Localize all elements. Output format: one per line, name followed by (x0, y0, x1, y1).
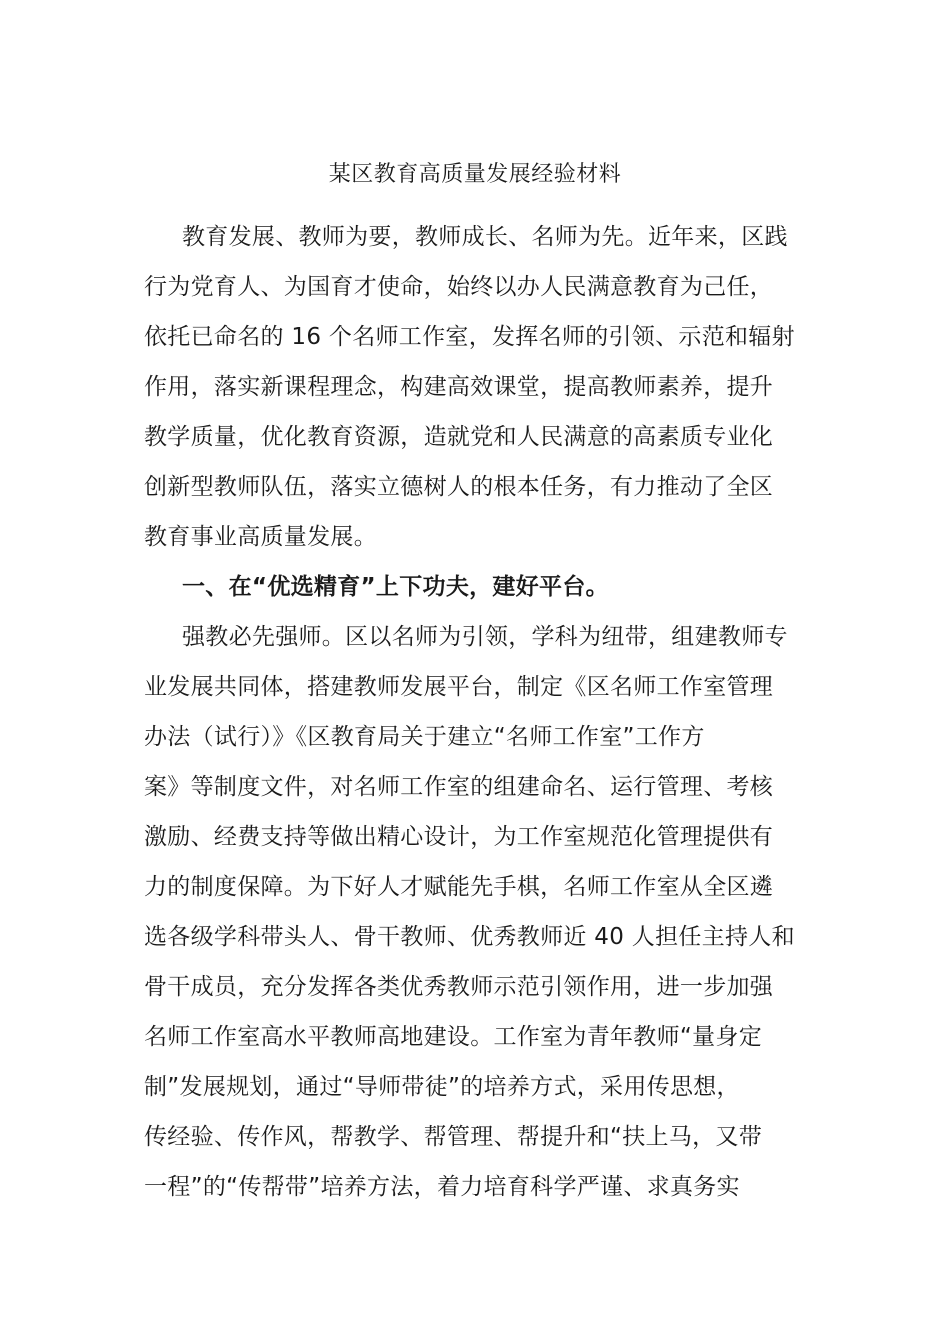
paragraph-line: 激励、经费支持等做出精心设计，为工作室规范化管理提供有 (144, 824, 774, 850)
paragraph-line: 骨干成员，充分发挥各类优秀教师示范引领作用，进一步加强 (144, 974, 774, 1000)
paragraph-line: 办法（试行）》《区教育局关于建立“名师工作室”工作方 (144, 724, 705, 750)
paragraph-line: 力的制度保障。为下好人才赋能先手棋，名师工作室从全区遴 (144, 874, 774, 900)
paragraph-line: 教育发展、教师为要，教师成长、名师为先。近年来，区践 (182, 224, 788, 250)
paragraph-line: 一程”的“传帮带”培养方法，着力培育科学严谨、求真务实 (144, 1174, 740, 1200)
paragraph-line: 作用，落实新课程理念，构建高效课堂，提高教师素养，提升 (144, 374, 774, 400)
paragraph-line: 教育事业高质量发展。 (144, 524, 377, 550)
paragraph-line: 教学质量，优化教育资源，造就党和人民满意的高素质专业化 (144, 424, 774, 450)
paragraph-line: 强教必先强师。区以名师为引领，学科为纽带，组建教师专 (182, 624, 788, 650)
paragraph-line: 案》等制度文件，对名师工作室的组建命名、运行管理、考核 (144, 774, 774, 800)
document-title: 某区教育高质量发展经验材料 (328, 162, 622, 187)
paragraph-line: 名师工作室高水平教师高地建设。工作室为青年教师“量身定 (144, 1024, 763, 1050)
paragraph-line: 业发展共同体，搭建教师发展平台，制定《区名师工作室管理 (144, 674, 774, 700)
paragraph-line: 创新型教师队伍，落实立德树人的根本任务，有力推动了全区 (144, 474, 774, 500)
paragraph-line: 行为党育人、为国育才使命，始终以办人民满意教育为己任， (144, 274, 774, 300)
paragraph-line: 依托已命名的 16 个名师工作室，发挥名师的引领、示范和辐射 (144, 324, 795, 350)
paragraph-line: 制”发展规划，通过“导师带徒”的培养方式，采用传思想， (144, 1074, 740, 1100)
paragraph-line: 传经验、传作风，帮教学、帮管理、帮提升和“扶上马，又带 (144, 1124, 763, 1150)
section-heading: 一、在“优选精育”上下功夫，建好平台。 (182, 574, 609, 600)
paragraph-line: 选各级学科带头人、骨干教师、优秀教师近 40 人担任主持人和 (144, 924, 795, 950)
